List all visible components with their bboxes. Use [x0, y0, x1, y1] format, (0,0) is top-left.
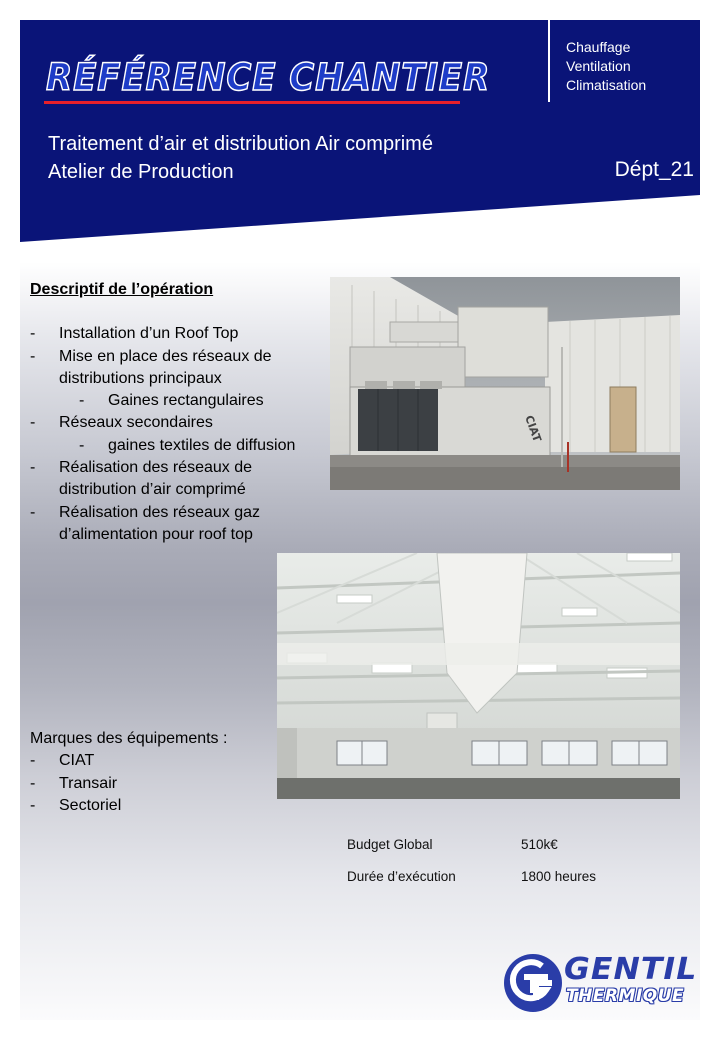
- list-item: - Mise en place des réseaux de: [30, 347, 272, 365]
- duration-label: Durée d’exécution: [347, 869, 456, 884]
- rooftop-unit-photo: [330, 277, 680, 490]
- subtitle-line-2: Atelier de Production: [48, 161, 234, 183]
- list-item-continuation: distribution d’air comprimé: [59, 481, 246, 499]
- description-title: Descriptif de l’opération: [30, 281, 214, 298]
- list-item: - Sectoriel: [30, 796, 122, 814]
- list-item: - Réseaux secondaires: [30, 414, 213, 432]
- list-subitem: - Gaines rectangulaires: [79, 392, 264, 410]
- content-panel: [20, 262, 700, 1020]
- list-item: - Réalisation des réseaux gaz: [30, 503, 261, 521]
- company-logo: [502, 952, 698, 1014]
- title-underline: [44, 101, 460, 104]
- project-subtitle: [48, 130, 433, 186]
- service-ventilation: Ventilation: [566, 58, 631, 74]
- list-item-continuation: d’alimentation pour roof top: [59, 525, 253, 543]
- list-item: - Réalisation des réseaux de: [30, 459, 253, 477]
- rooftop-brand-label: CIAT: [522, 413, 544, 444]
- services-list: [566, 38, 646, 95]
- department-label: Dépt_21: [614, 158, 694, 181]
- header-banner: [20, 20, 700, 242]
- logo-subname: THERMIQUE: [566, 986, 685, 1006]
- list-subitem: - gaines textiles de diffusion: [79, 436, 296, 454]
- service-heating: Chauffage: [566, 39, 631, 55]
- operation-description: [30, 279, 295, 546]
- subtitle-line-1: Traitement d’air et distribution Air comprimé: [48, 133, 433, 155]
- list-item-continuation: distributions principaux: [59, 369, 222, 387]
- logo-name: GENTIL: [564, 952, 698, 987]
- list-item: - Installation d’un Roof Top: [30, 325, 239, 343]
- budget-value: 510k€: [521, 837, 558, 852]
- list-item: - CIAT: [30, 752, 95, 770]
- production-hall-ducts-photo: [277, 553, 680, 799]
- logo-emblem-icon: [502, 952, 564, 1014]
- service-air-conditioning: Climatisation: [566, 77, 647, 93]
- duration-value: 1800 heures: [521, 869, 597, 884]
- equipment-brands: [30, 728, 227, 817]
- list-item: - Transair: [30, 774, 118, 792]
- header-divider: [548, 20, 550, 102]
- page-title: RÉFÉRENCE CHANTIER: [46, 56, 491, 99]
- budget-label: Budget Global: [347, 837, 433, 852]
- brands-title: Marques des équipements :: [30, 730, 228, 747]
